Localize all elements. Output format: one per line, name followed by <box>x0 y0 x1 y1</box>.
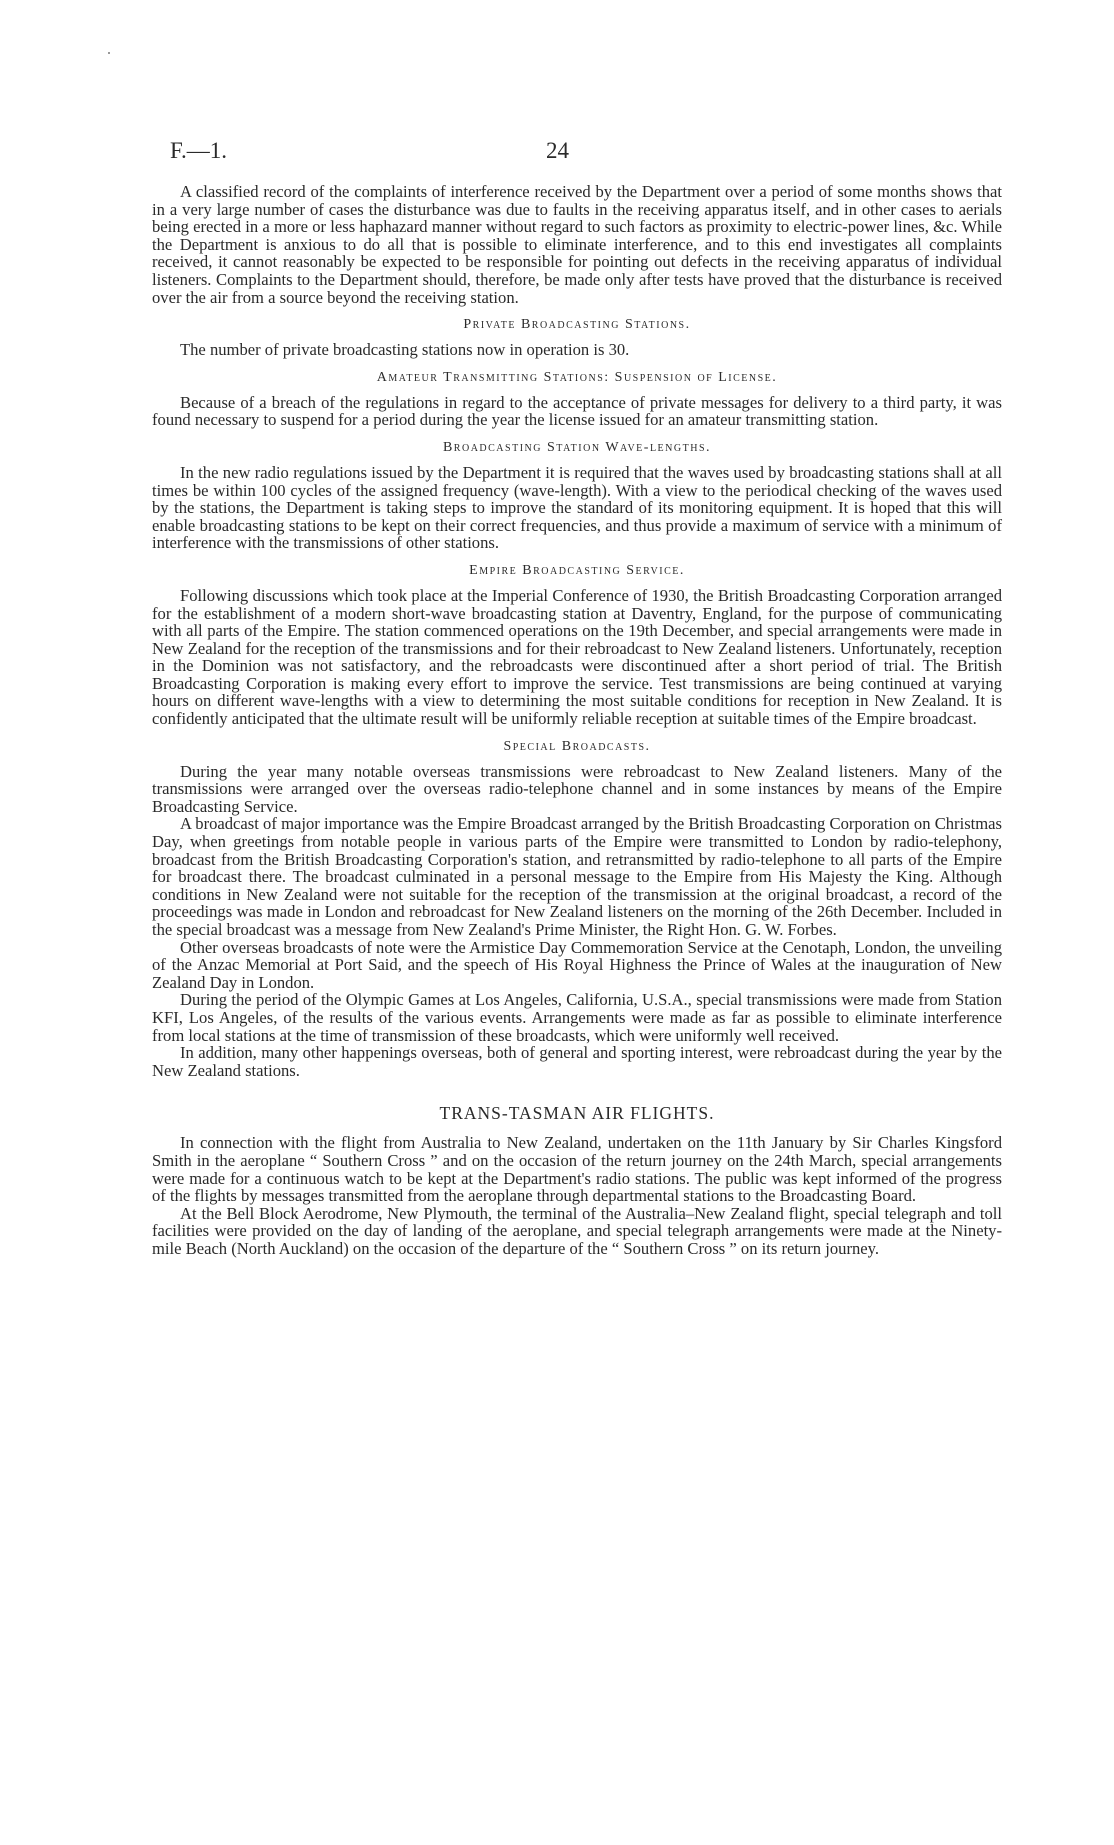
paragraph: Following discussions which took place at the Imperial Conference of 1930, the British Broadcasting Corporation arranged for the establishment of a modern short-wave broadcasting station at Daventry, England, for the purpose of communicating with all parts of the Empire. The station commenced operations on the 19th December, and special arrangements were made in New Zealand for the reception of the transmissions and for their rebroadcast to New Zealand listeners. Unfortunately, reception in the Dominion was not satisfactory, and the rebroadcasts were discontinued after a short period of trial. The British Broadcasting Corporation is making every effort to improve the service. Test transmissions are being continued at varying hours on different wave-lengths with a view to determining the most suitable conditions for reception in New Zealand. It is confidently anticipated that the ultimate result will be uniformly reliable reception at suitable times of the Empire broadcast. <box>152 585 1002 729</box>
paragraph: In addition, many other happenings overseas, both of general and sporting interest, were rebroadcast during the year by the New Zealand stations. <box>152 1043 1002 1080</box>
section-heading-empire-service: Empire Broadcasting Service. <box>469 562 685 578</box>
section-heading-special-broadcasts: Special Broadcasts. <box>503 738 651 754</box>
scan-speck <box>108 52 110 54</box>
intro-paragraph: A classified record of the complaints of interference received by the Department over a period of some months shows that in a very large number of cases the disturbance was due to faults in the receiving apparatus itself, and in other cases to aerials being erected in a more or less haphazard manner without regard to such factors as proximity to electric-power lines, &c. While the Department is anxious to do all that is possible to eliminate interference, and to this end investigates all complaints received, it cannot reasonably be expected to be responsible for pointing out defects in the receiving apparatus of individual listeners. Complaints to the Department should, therefore, be made only after tests have proved that the disturbance is received over the air from a source beyond the receiving station. <box>152 182 1002 307</box>
paragraph: In the new radio regulations issued by the Department it is required that the waves used by broadcasting stations shall at all times be within 100 cycles of the assigned frequency (wave-length). With a view to the periodical checking of the waves used by the stations, the Department is taking steps to improve the standard of its monitoring equipment. It is hoped that this will enable broadcasting stations to be kept on their correct frequencies, and thus provide a maximum of service with a minimum of interference with the transmissions of other stations. <box>152 462 1002 553</box>
section-heading-wave-lengths: Broadcasting Station Wave-lengths. <box>442 439 712 455</box>
section-heading-amateur-stations: Amateur Transmitting Stations: Suspension of License. <box>376 369 778 385</box>
paragraph: At the Bell Block Aerodrome, New Plymouth, the terminal of the Australia–New Zealand flight, special telegraph and toll facilities were provided on the day of landing of the aeroplane, and special telegraph arrangements were made at the Ninety-mile Beach (North Auckland) on the occasion of the departure of the “ Southern Cross ” on its return journey. <box>152 1203 1002 1258</box>
paragraph: A broadcast of major importance was the Empire Broadcast arranged by the British Broadcasting Corporation on Christmas Day, when greetings from notable people in various parts of the Empire were transmitted to London by radio-telephony, broadcast from the British Broadcasting Corporation's station, and retransmitted by radio-telephone to all parts of the Empire for broadcast there. The broadcast culminated in a personal message to the Empire from His Majesty the King. Although conditions in New Zealand were not suitable for the reception of the transmission at the original broadcast, a record of the proceedings was made in London and rebroadcast for New Zealand listeners on the morning of the 26th December. Included in the special broadcast was a message from New Zealand's Prime Minister, the Right Hon. G. W. Forbes. <box>152 814 1002 939</box>
paragraph: Because of a breach of the regulations in regard to the acceptance of private messages for delivery to a third party, it was found necessary to suspend for a period during the year the license issued for an amateur transmitting station. <box>152 392 1002 430</box>
paragraph: Other overseas broadcasts of note were the Armistice Day Commemoration Service at the Cenotaph, London, the unveiling of the Anzac Memorial at Port Said, and the speech of His Royal Highness the Prince of Wales at the inauguration of New Zealand Day in London. <box>152 937 1002 992</box>
paragraph: The number of private broadcasting stations now in operation is 30. <box>180 340 630 360</box>
major-heading-trans-tasman: TRANS-TASMAN AIR FLIGHTS. <box>439 1103 715 1124</box>
series-code: F.—1. <box>170 138 227 163</box>
document-body <box>152 183 1002 1258</box>
section-heading-private-stations: Private Broadcasting Stations. <box>463 317 691 333</box>
page-number: 24 <box>546 138 569 163</box>
paragraph: During the year many notable overseas transmissions were rebroadcast to New Zealand listeners. Many of the transmissions were arranged over the overseas radio-telephone channel and in some instances by means of the Empire Broadcasting Service. <box>152 761 1002 816</box>
paragraph: In connection with the flight from Australia to New Zealand, undertaken on the 11th January by Sir Charles Kingsford Smith in the aeroplane “ Southern Cross ” and on the occasion of the return journey on the 24th March, special arrangements were made for a continuous watch to be kept at the Department's radio stations. The public was kept informed of the progress of the flights by messages transmitted from the aeroplane through departmental stations to the Broadcasting Board. <box>152 1133 1002 1206</box>
paragraph: During the period of the Olympic Games at Los Angeles, California, U.S.A., special transmissions were made from Station KFI, Los Angeles, of the results of the various events. Arrangements were made as far as possible to eliminate interference from local stations at the time of transmission of these broadcasts, which were uniformly well received. <box>152 990 1002 1045</box>
